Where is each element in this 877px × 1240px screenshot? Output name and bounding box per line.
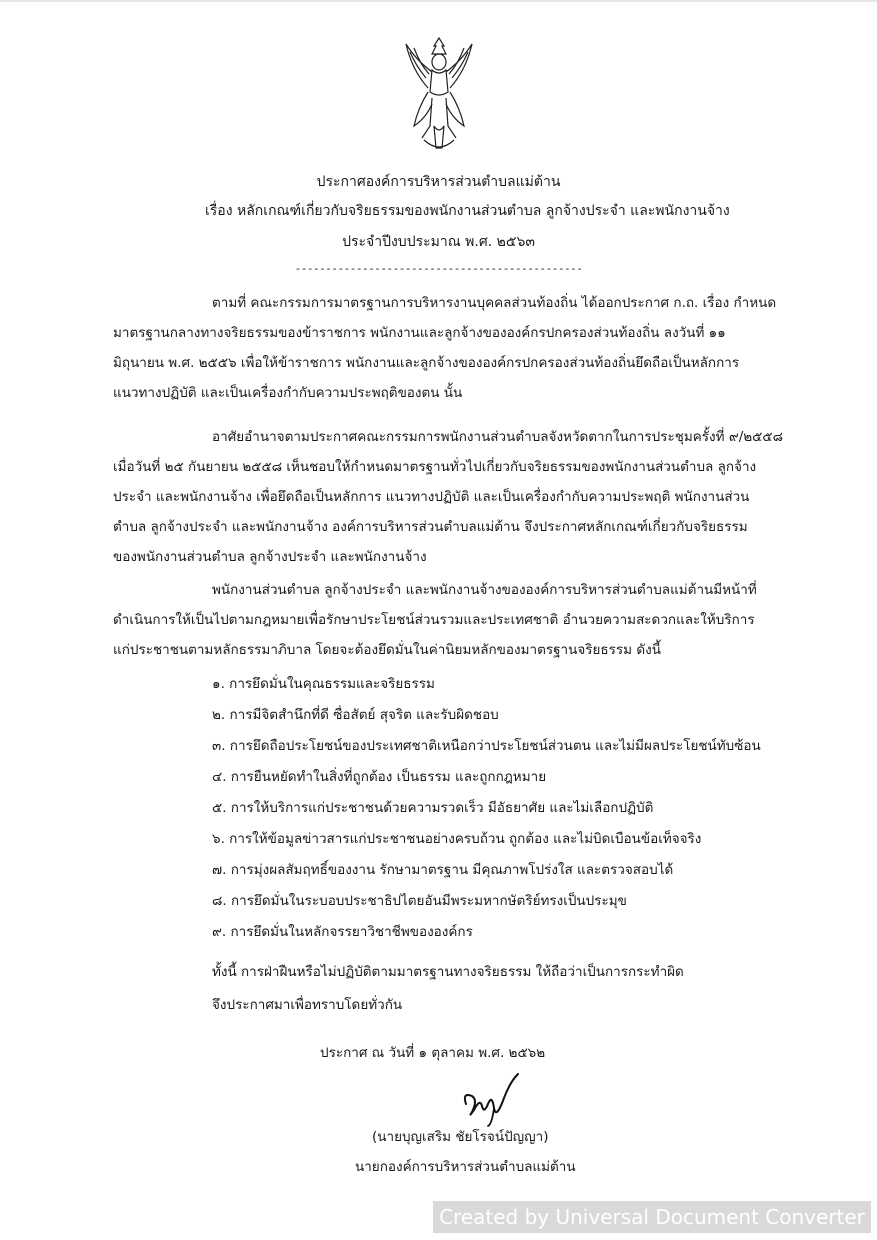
paragraph-1-line-2: มาตรฐานกลางทางจริยธรรมของข้าราชการ พนักงานและลูกจ้างขององค์กรปกครองส่วนท้องถิ่น ลงวันที่ ๑๑	[113, 325, 726, 341]
signer-title: นายกองค์การบริหารส่วนตำบลแม่ต้าน	[355, 1159, 576, 1175]
handwritten-signature	[458, 1068, 528, 1128]
paragraph-2-line-1: อาศัยอำนาจตามประกาศคณะกรรมการพนักงานส่วนตำบลจังหวัดตากในการประชุมครั้งที่ ๙/๒๕๕๘	[212, 429, 784, 445]
paragraph-3-line-3: แก่ประชาชนตามหลักธรรมาภิบาล โดยจะต้องยึดมั่นในค่านิยมหลักของมาตรฐานจริยธรรม ดังนี้	[113, 642, 661, 658]
watermark-banner: Created by Universal Document Converter	[433, 1201, 871, 1233]
list-item: ๖. การให้ข้อมูลข่าวสารแก่ประชาชนอย่างครบถ้วน ถูกต้อง และไม่บิดเบือนข้อเท็จจริง	[212, 831, 702, 847]
list-item: ๒. การมีจิตสำนึกที่ดี ซื่อสัตย์ สุจริต และรับผิดชอบ	[212, 707, 499, 723]
list-item: ๘. การยึดมั่นในระบอบประชาธิปไตยอันมีพระมหากษัตริย์ทรงเป็นประมุข	[212, 893, 627, 909]
paragraph-3-line-1: พนักงานส่วนตำบล ลูกจ้างประจำ และพนักงานจ้างขององค์การบริหารส่วนตำบลแม่ต้านมีหน้าที่	[212, 582, 757, 598]
paragraph-3-line-2: ดำเนินการให้เป็นไปตามกฎหมายเพื่อรักษาประโยชน์ส่วนรวมและประเทศชาติ อำนวยความสะดวกและให้บริการ	[113, 612, 755, 628]
paragraph-2-line-5: ของพนักงานส่วนตำบล ลูกจ้างประจำ และพนักงานจ้าง	[113, 549, 427, 565]
list-item: ๔. การยืนหยัดทำในสิ่งที่ถูกต้อง เป็นธรรม และถูกกฎหมาย	[212, 769, 547, 785]
list-item: ๗. การมุ่งผลสัมฤทธิ์ของงาน รักษามาตรฐาน มีคุณภาพโปร่งใส และตรวจสอบได้	[212, 862, 674, 878]
paragraph-2-line-2: เมื่อวันที่ ๒๕ กันยายน ๒๕๕๘ เห็นชอบให้กำหนดมาตรฐานทั่วไปเกี่ยวกับจริยธรรมของพนักงานส่วนตำบล ลูกจ้าง	[113, 459, 757, 475]
paragraph-2-line-4: ตำบล ลูกจ้างประจำ และพนักงานจ้าง องค์การบริหารส่วนตำบลแม่ต้าน จึงประกาศหลักเกณฑ์เกี่ยวกับจริยธรรม	[113, 519, 748, 535]
list-item: ๕. การให้บริการแก่ประชาชนด้วยความรวดเร็ว มีอัธยาศัย และไม่เลือกปฏิบัติ	[212, 800, 654, 816]
announcement-title: ประกาศองค์การบริหารส่วนตำบลแม่ต้าน	[316, 174, 561, 190]
announcement-subject: เรื่อง หลักเกณฑ์เกี่ยวกับจริยธรรมของพนักงานส่วนตำบล ลูกจ้างประจำ และพนักงานจ้าง	[205, 203, 730, 219]
garuda-emblem-icon	[398, 30, 480, 158]
separator-line: -----------------------------------------------	[294, 262, 583, 275]
fiscal-year: ประจำปีงบประมาณ พ.ศ. ๒๕๖๓	[342, 234, 535, 250]
list-item: ๑. การยึดมั่นในคุณธรรมและจริยธรรม	[212, 676, 435, 692]
closing-announcement: จึงประกาศมาเพื่อทราบโดยทั่วกัน	[212, 997, 403, 1013]
list-item: ๓. การยึดถือประโยชน์ของประเทศชาติเหนือกว่าประโยชน์ส่วนตน และไม่มีผลประโยชน์ทับซ้อน	[212, 738, 761, 754]
list-item: ๙. การยึดมั่นในหลักจรรยาวิชาชีพขององค์กร	[212, 924, 473, 940]
paragraph-1-line-4: แนวทางปฏิบัติ และเป็นเครื่องกำกับความประพฤติของตน นั้น	[113, 385, 463, 401]
paragraph-1-line-3: มิถุนายน พ.ศ. ๒๕๕๖ เพื่อให้ข้าราชการ พนักงานและลูกจ้างขององค์กรปกครองส่วนท้องถิ่นยึดถือเป็นหลักการ	[113, 355, 740, 371]
closing-statement: ทั้งนี้ การฝ่าฝืนหรือไม่ปฏิบัติตามมาตรฐานทางจริยธรรม ให้ถือว่าเป็นการกระทำผิด	[212, 964, 684, 980]
paragraph-2-line-3: ประจำ และพนักงานจ้าง เพื่อยึดถือเป็นหลักการ แนวทางปฏิบัติ และเป็นเครื่องกำกับความประพฤติ พนักงานส่วน	[113, 489, 750, 505]
announcement-date: ประกาศ ณ วันที่ ๑ ตุลาคม พ.ศ. ๒๕๖๒	[320, 1045, 546, 1061]
scan-edge	[0, 0, 877, 2]
paragraph-1-line-1: ตามที่ คณะกรรมการมาตรฐานการบริหารงานบุคคลส่วนท้องถิ่น ได้ออกประกาศ ก.ถ. เรื่อง กำหนด	[212, 295, 777, 311]
signer-name: (นายบุญเสริม ชัยโรจน์ปัญญา)	[372, 1129, 549, 1145]
